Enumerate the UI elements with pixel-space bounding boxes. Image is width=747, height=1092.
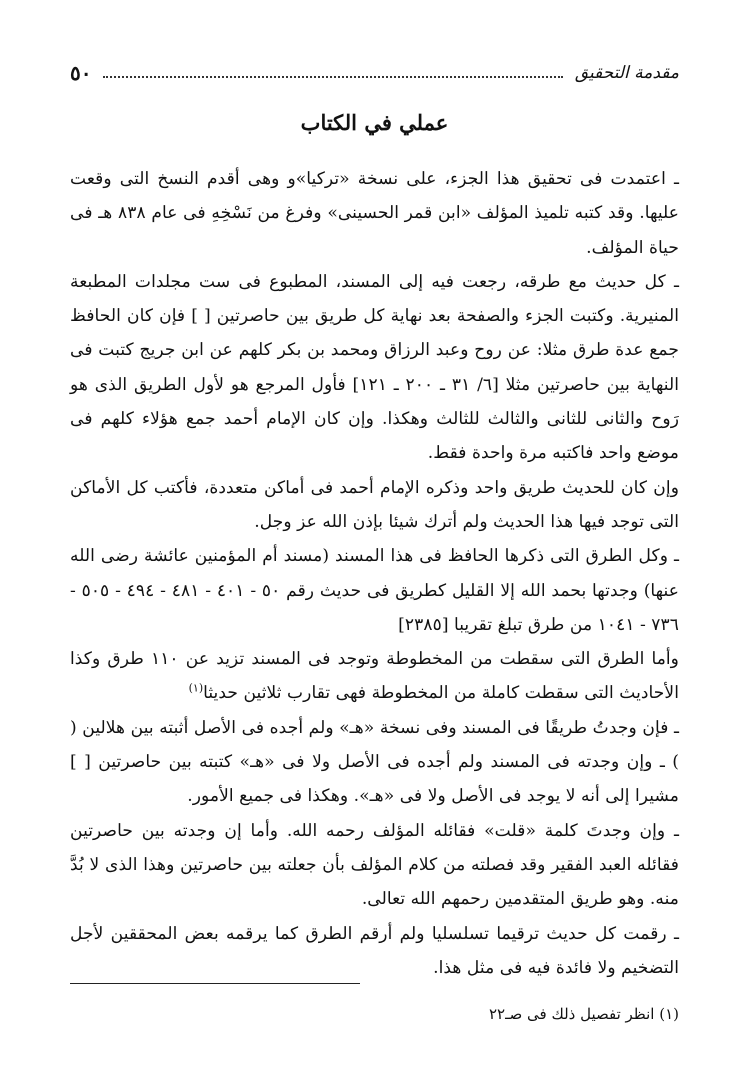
- paragraph: ـ فإن وجدتُ طريقًا فى المسند وفى نسخة «هـ» ولم أجده فى الأصل أثبته بين هلالين ( ) ـ وإن وجدته فى المسند ولم أجده فى الأصل ولا فى «هـ» كتبته بين حاصرتين [ ] مشيرا إلى أنه لا يوجد فى الأصل ولا فى «هـ». وهكذا فى جميع الأمور.: [70, 717, 679, 807]
- paragraph: وإن كان للحديث طريق واحد وذكره الإمام أحمد فى أماكن متعددة، فأكتب كل الأماكن التى توجد فيها هذا الحديث ولم أترك شيئا بإذن الله عز وجل.: [70, 477, 679, 532]
- paragraph: [70, 642, 679, 711]
- running-title: مقدمة التحقيق: [574, 63, 679, 83]
- dotted-leader: [103, 76, 562, 78]
- paragraph: ـ وإن وجدتَ كلمة «قلت» فقائله المؤلف رحمه الله. وأما إن وجدته بين حاصرتين فقائله العبد الفقير وقد فصلته من كلام المؤلف بأن جعلته بين حاصرتين وهذا الذى لا بُدَّ منه. وهو طريق المتقدمين رحمهم الله تعالى.: [70, 820, 679, 910]
- running-head: [70, 58, 679, 88]
- section-heading: عملي في الكتاب: [300, 110, 449, 135]
- paragraph-text: وأما الطرق التى سقطت من المخطوطة وتوجد فى المسند تزيد عن ١١٠ طرق وكذا الأحاديث التى سقطت كاملة من المخطوطة فهى تقارب ثلاثين حديثا: [70, 649, 679, 704]
- footnote-marker: (١): [188, 681, 204, 695]
- paragraph: ـ رقمت كل حديث ترقيما تسلسليا ولم أرقم الطرق كما يرقمه بعض المحققين لأجل التضخيم ولا فائدة فيه فى مثل هذا.: [70, 923, 679, 978]
- paragraph: ـ وكل الطرق التى ذكرها الحافظ فى هذا المسند (مسند أم المؤمنين عائشة رضى الله عنها) وجدتها بحمد الله إلا القليل كطريق فى حديث رقم ٥٠ - ٤٠١ - ٤٨١ - ٤٩٤ - ٥٠٥ - ٧٣٦ - ١٠٤١ من طرق تبلغ تقريبا [٢٣٨٥]: [70, 546, 680, 635]
- paragraph: ـ كل حديث مع طرقه، رجعت فيه إلى المسند، المطبوع فى ست مجلدات المطبعة المنيرية. وكتبت الجزء والصفحة بعد نهاية كل طريق بين حاصرتين [ ] فإن كان الحافظ جمع عدة طرق مثلا: عن روح وعبد الرزاق ومحمد بن بكر كلهم عن ابن جريج كتبت فى النهاية بين حاصرتين مثلا [٦/ ٣١ ـ ٢٠٠ ـ ١٢١] فأول المرجع هو لأول الطريق الذى هو رَوح والثانى للثانى والثالث للثالث وهكذا. وإن كان الإمام أحمد جمع هؤلاء كلهم فى موضع واحد فاكتبه مرة واحدة فقط.: [70, 271, 679, 464]
- page-number: ٥٠: [70, 61, 92, 85]
- paragraph: ـ اعتمدت فى تحقيق هذا الجزء، على نسخة «تركيا»و وهى أقدم النسخ التى وقعت عليها. وقد كتبه تلميذ المؤلف «ابن قمر الحسينى» وفرغ من نَسْخِهِ فى عام ٨٣٨ هـ فى حياة المؤلف.: [70, 169, 679, 258]
- footnote: (١) انظر تفصيل ذلك فى صـ٢٢: [488, 1005, 679, 1023]
- footnote-divider: [70, 983, 360, 984]
- body-text: [70, 162, 679, 985]
